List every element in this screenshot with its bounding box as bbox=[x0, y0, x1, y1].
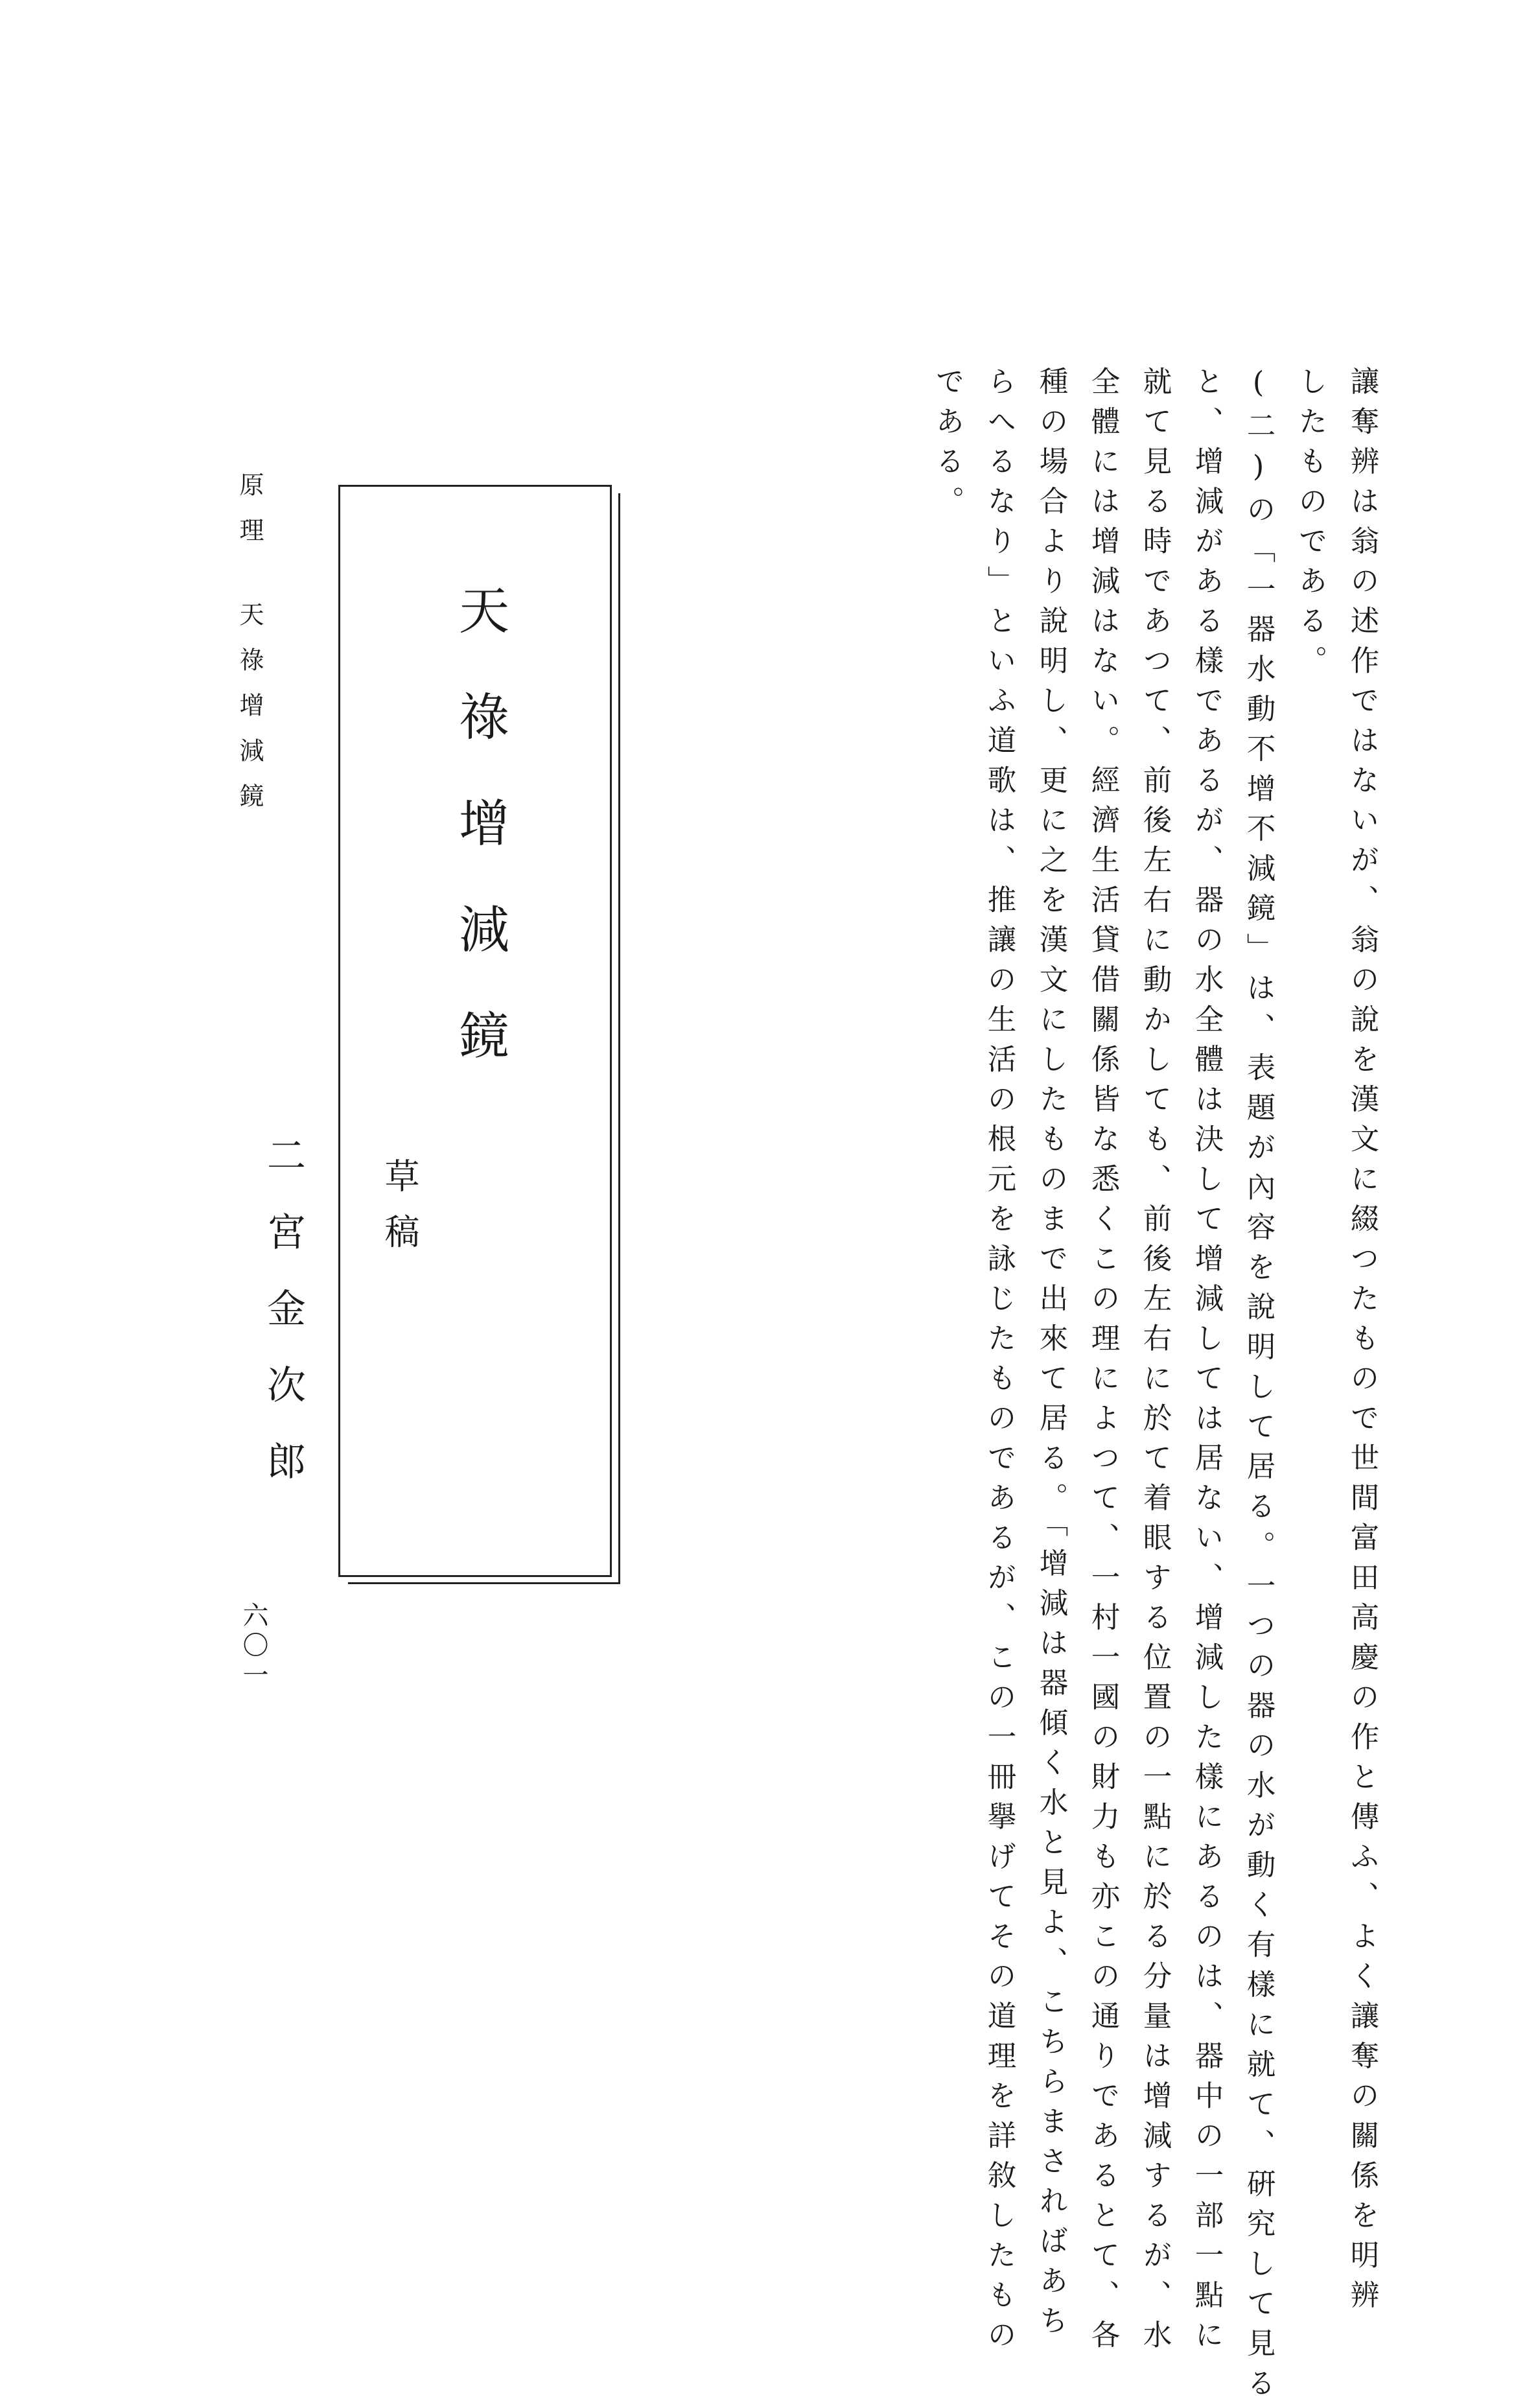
body-line: 就て見る時であつて、前後左右に動かしても、前後左右に於て着眼する位置の一點に於る分量は增減するが、水 bbox=[1138, 366, 1171, 2359]
body-line: (二)の「一器水動不增不減鏡」は、表題が內容を說明して居る。一つの器の水が動く有樣に就て、硏究して見る bbox=[1242, 366, 1275, 2408]
author-name: 二宮金次郎 bbox=[261, 1135, 306, 1517]
body-line: である。 bbox=[931, 366, 964, 526]
title-box bbox=[261, 485, 612, 1577]
body-line: したものである。 bbox=[1294, 366, 1327, 685]
body-line: らへるなり」といふ道歌は、推讓の生活の根元を詠じたものであるが、この一冊擧げてその道理を詳敘したもの bbox=[983, 366, 1016, 2359]
work-title: 天祿增減鏡 bbox=[450, 584, 509, 1116]
body-line: 全體には增減はない。經濟生活貸借關係皆な悉くこの理によつて、一村一國の財力も亦この通りであるとて、各 bbox=[1086, 366, 1119, 2359]
running-head bbox=[237, 472, 262, 828]
body-line: 種の場合より說明し、更に之を漢文にしたものまで出來て居る。「增減は器傾く水と見よ、こちらまさればあち bbox=[1034, 366, 1067, 2345]
running-head-section: 原理 bbox=[235, 472, 264, 563]
page-number: 六〇一 bbox=[239, 1602, 268, 1691]
body-line: と、增減がある樣であるが、器の水全體は決して增減しては居ない、增減した樣にあるのは、器中の一部一點に bbox=[1190, 366, 1223, 2359]
body-line: 讓奪辨は翁の述作ではないが、翁の說を漢文に綴つたもので世間富田高慶の作と傳ふ、よく讓奪の關係を明辨 bbox=[1345, 366, 1379, 2320]
subtitle: 草稿 bbox=[379, 1158, 420, 1269]
running-head-chapter: 天祿增減鏡 bbox=[235, 602, 264, 828]
